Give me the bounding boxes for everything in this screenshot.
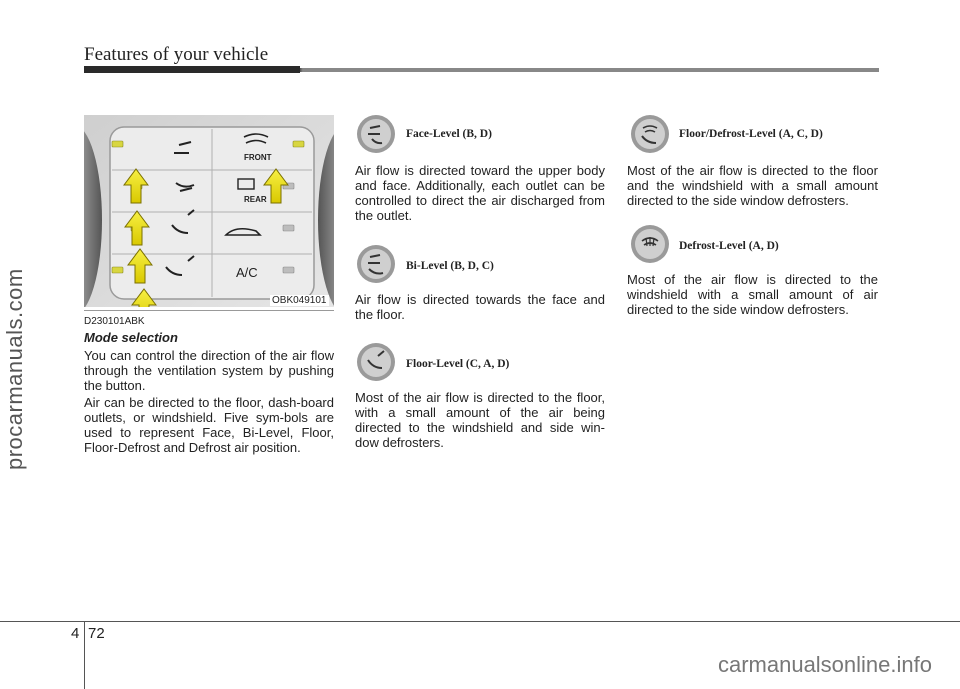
bottom-watermark: carmanualsonline.info [717, 652, 932, 677]
intro-paragraph: You can control the direction of the air flow through the ventilation system by pushing the button. [84, 348, 334, 393]
floor-defrost-level-description: Most of the air flow is directed to the floor and the windshield with a small amount directed to the side window defrosters. [627, 163, 878, 208]
figure-underline [84, 310, 334, 311]
page-header-title: Features of your vehicle [84, 44, 269, 65]
defrost-level-title: Defrost-Level (A, D) [679, 240, 779, 252]
floor-level-icon [356, 342, 396, 382]
section-title: Mode selection [84, 330, 178, 345]
header-rule-accent [84, 66, 300, 73]
floor-defrost-level-icon [630, 114, 670, 154]
footer-chapter-number: 4 [71, 625, 80, 642]
front-defrost-label: FRONT [244, 153, 272, 162]
floor-defrost-level-title: Floor/Defrost-Level (A, C, D) [679, 128, 823, 140]
side-watermark: procarmanuals.com [2, 268, 27, 470]
control-panel-illustration [84, 115, 334, 307]
defrost-level-icon [630, 224, 670, 264]
section-code: D230101ABK [84, 316, 145, 327]
bi-level-icon [356, 244, 396, 284]
face-level-description: Air flow is directed toward the upper body and face. Additionally, each outlet can be controlled to direct the air discharged from the outlet. [355, 163, 605, 223]
face-level-icon [356, 114, 396, 154]
defrost-level-description: Most of the air flow is directed to the windshield with a small amount of air directed to the side window defrosters. [627, 272, 878, 317]
mode-selection-figure [84, 115, 334, 307]
face-level-title: Face-Level (B, D) [406, 128, 492, 140]
ac-label: A/C [236, 265, 258, 280]
floor-level-description: Most of the air flow is directed to the floor, with a small amount of the air being directed to the windshield and side win-dow defrosters. [355, 390, 605, 450]
footer-rule [0, 621, 960, 622]
bi-level-title: Bi-Level (B, D, C) [406, 260, 494, 272]
footer-divider [84, 621, 85, 689]
floor-level-title: Floor-Level (C, A, D) [406, 358, 510, 370]
figure-caption: OBK049101 [272, 295, 327, 306]
footer-page-number: 72 [88, 625, 105, 642]
directions-paragraph: Air can be directed to the floor, dash-board outlets, or windshield. Five sym-bols are used to represent Face, Bi-Level, Floor, Floor-Defrost and Defrost air position. [84, 395, 334, 455]
rear-defrost-label: REAR [244, 195, 267, 204]
bi-level-description: Air flow is directed towards the face and the floor. [355, 292, 605, 322]
